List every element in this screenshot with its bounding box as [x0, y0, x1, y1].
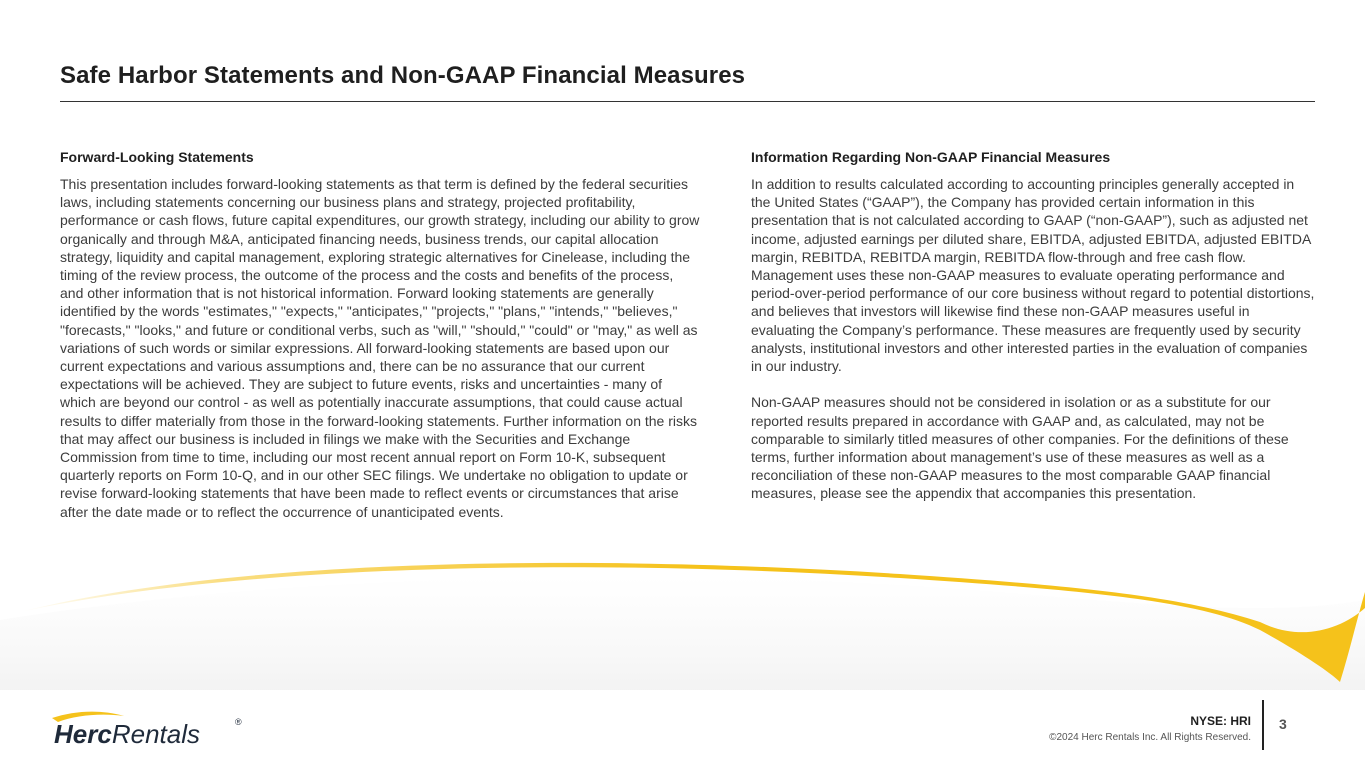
svg-text:HercRentals [54, 719, 200, 749]
logo-word-rentals: Rentals [111, 719, 200, 749]
forward-looking-body: This presentation includes forward-looking statements as that term is defined by the federal securities laws, including statements concerning our business plans and strategy, projected profitability, performance or cash flows, future capital expenditures, our growth strategy, including our ability to grow organically and through M&A, anticipated financing needs, business trends, our capital allocation strategy, liquidity and capital management, exploring strategic alternatives for Cinelease, including the timing of the review process, the outcome of the process and the costs and benefits of the process, and other information that is not historical information. Forward looking statements are generally identified by the words "estimates," "expects," "anticipates," "projects," "plans," "intends," "believes," "forecasts," "looks," and future or conditional verbs, such as "will," "should," "could" or "may," as well as variations of such words or similar expressions. All forward-looking statements are based upon our current expectations and various assumptions and, there can be no assurance that our current expectations will be achieved. They are subject to future events, risks and uncertainties - many of which are beyond our control - as well as potentially inaccurate assumptions, that could cause actual results to differ materially from those in the forward-looking statements. Further information on the risks that may affect our business is included in filings we make with the Securities and Exchange Commission from time to time, including our most recent annual report on Form 10-K, subsequent quarterly reports on Form 10-Q, and in our other SEC filings. We undertake no obligation to update or revise forward-looking statements that have been made to reflect events or circumstances that arise after the date made or to reflect the occurrence of unanticipated events. [60, 176, 700, 520]
logo-registered-mark: ® [235, 717, 242, 727]
footer-info [1049, 713, 1251, 745]
herc-rentals-logo [44, 708, 254, 756]
footer-divider [1262, 700, 1264, 750]
non-gaap-heading: Information Regarding Non-GAAP Financial Measures [751, 149, 1111, 165]
non-gaap-paragraph-2: Non-GAAP measures should not be considered in isolation or as a substitute for our reported results prepared in accordance with GAAP and, as calculated, may not be comparable to similarly titled measures of other companies. For the definitions of these terms, further information about management’s use of these measures as well as a reconciliation of these non-GAAP measures to the most comparable GAAP financial measures, please see the appendix that accompanies this presentation. [751, 394, 1289, 502]
non-gaap-paragraph-1: In addition to results calculated according to accounting principles generally accepted in the United States (“GAAP”), the Company has provided certain information in this presentation that is not calculated according to GAAP (“non-GAAP”), such as adjusted net income, adjusted earnings per diluted share, EBITDA, adjusted EBITDA, adjusted EBITDA margin, REBITDA, REBITDA margin, REBITDA flow-through and free cash flow. Management uses these non-GAAP measures to evaluate operating performance and period-over-period performance of our core business without regard to potential distortions, and believes that investors will likewise find these non-GAAP measures useful in evaluating the Company’s performance. These measures are frequently used by security analysts, institutional investors and other interested parties in the evaluation of companies in our industry. [751, 176, 1315, 375]
non-gaap-section [751, 148, 1316, 503]
title-underline [60, 101, 1315, 102]
logo-word-herc: Herc [54, 719, 112, 749]
forward-looking-heading: Forward-Looking Statements [60, 149, 254, 165]
copyright-notice: ©2024 Herc Rentals Inc. All Rights Reserved. [1049, 732, 1251, 743]
yellow-swoosh-decoration [0, 560, 1365, 690]
forward-looking-section [60, 148, 700, 521]
page-number: 3 [1279, 716, 1287, 732]
stock-ticker: NYSE: HRI [1190, 714, 1251, 728]
page-title: Safe Harbor Statements and Non-GAAP Financial Measures [60, 62, 746, 89]
